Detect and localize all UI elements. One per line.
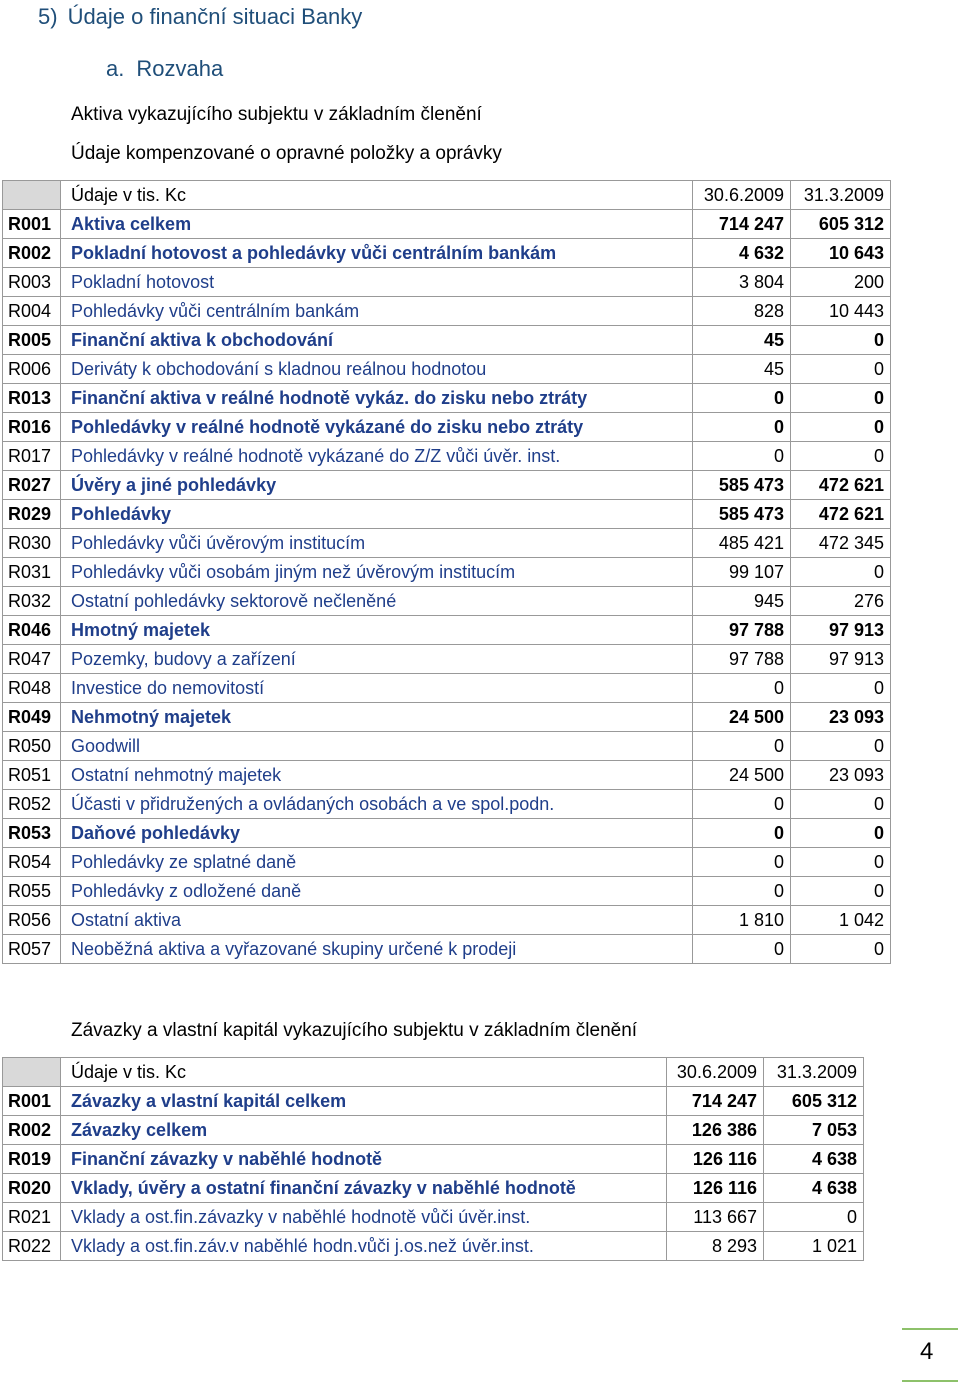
row-value-2: 4 638: [764, 1145, 864, 1174]
row-code: R016: [3, 413, 61, 442]
row-value-2: 23 093: [791, 703, 891, 732]
row-label: Investice do nemovitostí: [61, 674, 693, 703]
table-row: [3, 790, 891, 819]
row-value-2: 23 093: [791, 761, 891, 790]
row-value-1: 828: [693, 297, 791, 326]
table-header-row: [3, 181, 891, 210]
row-value-1: 99 107: [693, 558, 791, 587]
row-value-2: 7 053: [764, 1116, 864, 1145]
table-row: [3, 500, 891, 529]
row-label: Pohledávky v reálné hodnotě vykázané do Z/Z vůči úvěr. inst.: [61, 442, 693, 471]
row-value-2: 1 021: [764, 1232, 864, 1261]
row-label: Pohledávky ze splatné daně: [61, 848, 693, 877]
header-label-cell: Údaje v tis. Kc: [61, 1058, 667, 1087]
row-value-2: 0: [764, 1203, 864, 1232]
row-label: Pohledávky v reálné hodnotě vykázané do zisku nebo ztráty: [61, 413, 693, 442]
row-code: R032: [3, 587, 61, 616]
row-value-1: 126 116: [667, 1174, 764, 1203]
row-label: Nehmotný majetek: [61, 703, 693, 732]
table-row: [3, 1087, 864, 1116]
row-value-1: 0: [693, 819, 791, 848]
row-value-2: 0: [791, 848, 891, 877]
row-label: Pohledávky vůči úvěrovým institucím: [61, 529, 693, 558]
row-value-2: 605 312: [791, 210, 891, 239]
row-value-2: 472 345: [791, 529, 891, 558]
table-row: [3, 413, 891, 442]
subsection-heading: [106, 56, 223, 82]
header-date-2: 31.3.2009: [791, 181, 891, 210]
row-value-2: 97 913: [791, 645, 891, 674]
row-label: Úvěry a jiné pohledávky: [61, 471, 693, 500]
row-value-2: 605 312: [764, 1087, 864, 1116]
section-title: Údaje o finanční situaci Banky: [67, 4, 363, 29]
row-label: Účasti v přidružených a ovládaných osobách a ve spol.podn.: [61, 790, 693, 819]
row-label: Vklady, úvěry a ostatní finanční závazky v naběhlé hodnotě: [61, 1174, 667, 1203]
row-value-1: 3 804: [693, 268, 791, 297]
row-value-1: 113 667: [667, 1203, 764, 1232]
row-label: Ostatní nehmotný majetek: [61, 761, 693, 790]
header-code-cell: [3, 1058, 61, 1087]
table-row: [3, 935, 891, 964]
row-value-2: 1 042: [791, 906, 891, 935]
header-code-cell: [3, 181, 61, 210]
row-code: R056: [3, 906, 61, 935]
row-code: R030: [3, 529, 61, 558]
row-value-1: 0: [693, 732, 791, 761]
row-code: R002: [3, 239, 61, 268]
row-label: Neoběžná aktiva a vyřazované skupiny určené k prodeji: [61, 935, 693, 964]
table-row: [3, 297, 891, 326]
row-code: R002: [3, 1116, 61, 1145]
row-value-1: 45: [693, 355, 791, 384]
row-code: R001: [3, 210, 61, 239]
row-value-2: 10 643: [791, 239, 891, 268]
table-row: [3, 471, 891, 500]
table-row: [3, 616, 891, 645]
table-row: [3, 732, 891, 761]
table-row: [3, 761, 891, 790]
row-code: R048: [3, 674, 61, 703]
header-date-1: 30.6.2009: [693, 181, 791, 210]
row-value-2: 472 621: [791, 471, 891, 500]
row-code: R019: [3, 1145, 61, 1174]
row-value-1: 945: [693, 587, 791, 616]
row-value-2: 0: [791, 558, 891, 587]
row-value-1: 4 632: [693, 239, 791, 268]
row-label: Daňové pohledávky: [61, 819, 693, 848]
assets-table: [2, 180, 891, 964]
row-label: Aktiva celkem: [61, 210, 693, 239]
row-code: R017: [3, 442, 61, 471]
table-row: [3, 239, 891, 268]
header-date-1: 30.6.2009: [667, 1058, 764, 1087]
row-code: R050: [3, 732, 61, 761]
row-label: Goodwill: [61, 732, 693, 761]
header-date-2: 31.3.2009: [764, 1058, 864, 1087]
row-value-1: 0: [693, 384, 791, 413]
row-value-2: 0: [791, 935, 891, 964]
row-value-1: 0: [693, 848, 791, 877]
page-number-rule-top: [902, 1328, 958, 1330]
row-code: R057: [3, 935, 61, 964]
row-value-2: 276: [791, 587, 891, 616]
row-code: R013: [3, 384, 61, 413]
row-label: Závazky a vlastní kapitál celkem: [61, 1087, 667, 1116]
table-row: [3, 326, 891, 355]
row-value-1: 714 247: [693, 210, 791, 239]
row-label: Ostatní aktiva: [61, 906, 693, 935]
row-value-2: 472 621: [791, 500, 891, 529]
row-value-2: 0: [791, 790, 891, 819]
row-value-2: 0: [791, 384, 891, 413]
row-value-2: 0: [791, 326, 891, 355]
table-row: [3, 703, 891, 732]
row-code: R022: [3, 1232, 61, 1261]
row-label: Pozemky, budovy a zařízení: [61, 645, 693, 674]
liabilities-table: [2, 1057, 864, 1261]
row-code: R052: [3, 790, 61, 819]
table-row: [3, 819, 891, 848]
row-value-1: 97 788: [693, 616, 791, 645]
row-value-2: 10 443: [791, 297, 891, 326]
row-value-1: 126 386: [667, 1116, 764, 1145]
row-value-2: 4 638: [764, 1174, 864, 1203]
table-row: [3, 268, 891, 297]
row-value-1: 8 293: [667, 1232, 764, 1261]
table-row: [3, 355, 891, 384]
row-code: R029: [3, 500, 61, 529]
table-row: [3, 1232, 864, 1261]
row-code: R047: [3, 645, 61, 674]
row-code: R001: [3, 1087, 61, 1116]
row-value-1: 485 421: [693, 529, 791, 558]
row-value-1: 0: [693, 877, 791, 906]
row-code: R046: [3, 616, 61, 645]
row-label: Hmotný majetek: [61, 616, 693, 645]
assets-caption: Aktiva vykazujícího subjektu v základním členění: [71, 104, 482, 125]
table-row: [3, 384, 891, 413]
row-label: Pokladní hotovost: [61, 268, 693, 297]
row-label: Finanční aktiva v reálné hodnotě vykáz. do zisku nebo ztráty: [61, 384, 693, 413]
row-code: R027: [3, 471, 61, 500]
row-code: R005: [3, 326, 61, 355]
subsection-number: a.: [106, 56, 125, 81]
row-value-1: 585 473: [693, 500, 791, 529]
row-code: R004: [3, 297, 61, 326]
row-value-1: 24 500: [693, 703, 791, 732]
row-code: R021: [3, 1203, 61, 1232]
row-value-1: 0: [693, 935, 791, 964]
row-value-2: 0: [791, 442, 891, 471]
row-code: R020: [3, 1174, 61, 1203]
table-row: [3, 210, 891, 239]
table-row: [3, 877, 891, 906]
row-label: Závazky celkem: [61, 1116, 667, 1145]
row-value-1: 1 810: [693, 906, 791, 935]
table-row: [3, 529, 891, 558]
row-label: Vklady a ost.fin.závazky v naběhlé hodnotě vůči úvěr.inst.: [61, 1203, 667, 1232]
table-row: [3, 587, 891, 616]
liabilities-caption: Závazky a vlastní kapitál vykazujícího subjektu v základním členění: [71, 1020, 638, 1041]
row-value-2: 97 913: [791, 616, 891, 645]
row-label: Pohledávky z odložené daně: [61, 877, 693, 906]
table-row: [3, 1174, 864, 1203]
row-code: R003: [3, 268, 61, 297]
section-number: 5): [38, 4, 58, 29]
table-row: [3, 674, 891, 703]
row-label: Ostatní pohledávky sektorově nečleněné: [61, 587, 693, 616]
table-header-row: [3, 1058, 864, 1087]
row-value-2: 0: [791, 413, 891, 442]
table-row: [3, 645, 891, 674]
table-row: [3, 1203, 864, 1232]
row-value-1: 585 473: [693, 471, 791, 500]
row-label: Vklady a ost.fin.záv.v naběhlé hodn.vůči j.os.než úvěr.inst.: [61, 1232, 667, 1261]
row-code: R053: [3, 819, 61, 848]
page-number: 4: [920, 1338, 934, 1365]
subsection-title: Rozvaha: [136, 56, 224, 81]
row-label: Pohledávky: [61, 500, 693, 529]
row-code: R031: [3, 558, 61, 587]
row-code: R055: [3, 877, 61, 906]
row-value-1: 0: [693, 413, 791, 442]
row-label: Deriváty k obchodování s kladnou reálnou hodnotou: [61, 355, 693, 384]
row-value-2: 0: [791, 355, 891, 384]
table-row: [3, 1116, 864, 1145]
row-code: R049: [3, 703, 61, 732]
row-value-1: 0: [693, 674, 791, 703]
table-row: [3, 558, 891, 587]
table-row: [3, 906, 891, 935]
row-label: Pohledávky vůči osobám jiným než úvěrovým institucím: [61, 558, 693, 587]
header-label-cell: Údaje v tis. Kc: [61, 181, 693, 210]
row-value-2: 0: [791, 819, 891, 848]
row-label: Pokladní hotovost a pohledávky vůči centrálním bankám: [61, 239, 693, 268]
row-value-1: 0: [693, 442, 791, 471]
row-value-1: 97 788: [693, 645, 791, 674]
row-value-1: 714 247: [667, 1087, 764, 1116]
row-label: Finanční závazky v naběhlé hodnotě: [61, 1145, 667, 1174]
table-row: [3, 442, 891, 471]
row-code: R006: [3, 355, 61, 384]
row-value-2: 0: [791, 877, 891, 906]
table-row: [3, 1145, 864, 1174]
row-value-1: 45: [693, 326, 791, 355]
row-value-2: 200: [791, 268, 891, 297]
row-code: R054: [3, 848, 61, 877]
row-value-2: 0: [791, 732, 891, 761]
row-value-2: 0: [791, 674, 891, 703]
section-heading: [38, 4, 362, 30]
row-code: R051: [3, 761, 61, 790]
row-value-1: 126 116: [667, 1145, 764, 1174]
table-row: [3, 848, 891, 877]
row-value-1: 24 500: [693, 761, 791, 790]
row-label: Finanční aktiva k obchodování: [61, 326, 693, 355]
assets-subcaption: Údaje kompenzované o opravné položky a oprávky: [71, 143, 502, 164]
row-value-1: 0: [693, 790, 791, 819]
row-label: Pohledávky vůči centrálním bankám: [61, 297, 693, 326]
